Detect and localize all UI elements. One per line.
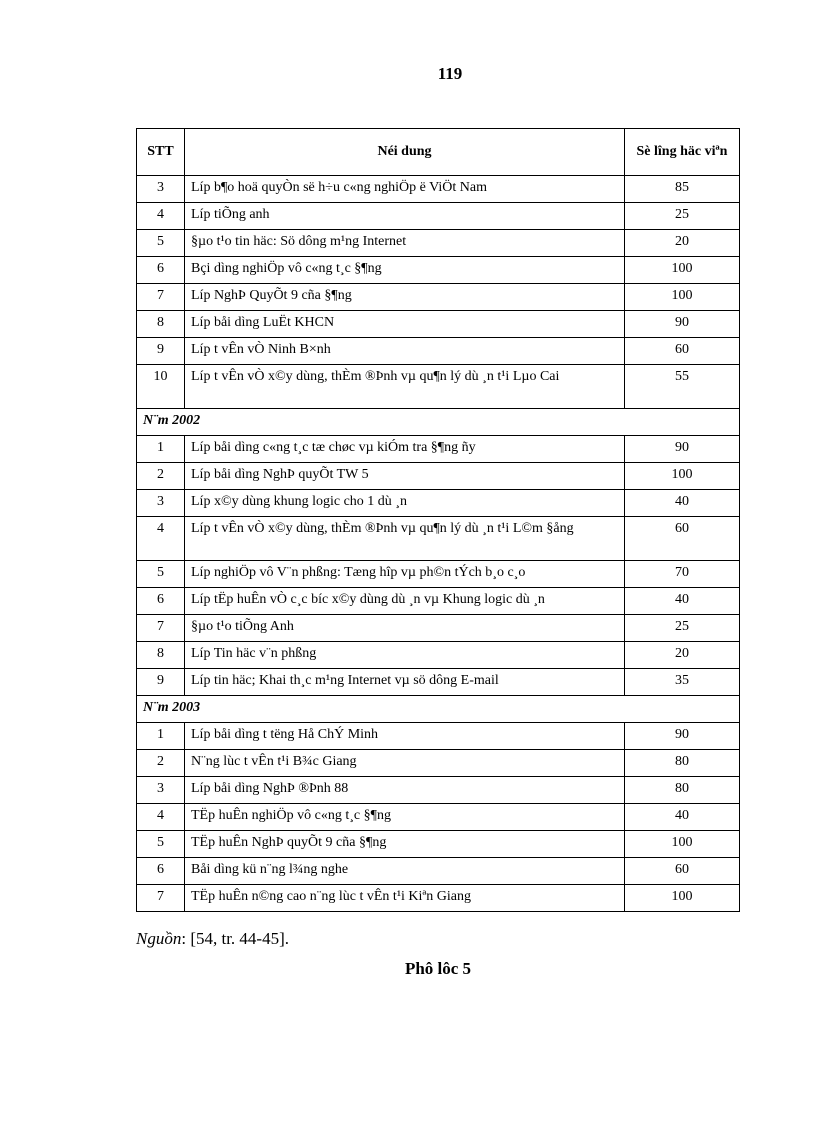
- table-row: [137, 669, 740, 696]
- content-cell: Líp båi dìng c«ng t¸c tæ chøc vµ kiÓm tra §¶ng ñy: [185, 436, 625, 463]
- header-stt: STT: [137, 129, 185, 176]
- header-count: Sè lîng häc viªn: [625, 129, 740, 176]
- count-cell: 90: [625, 436, 740, 463]
- content-cell: Bçi dìng nghiÖp vô c«ng t¸c §¶ng: [185, 257, 625, 284]
- table-row: [137, 490, 740, 517]
- count-cell: 25: [625, 203, 740, 230]
- table-row: [137, 642, 740, 669]
- table-header-row: [137, 129, 740, 176]
- stt-cell: 8: [137, 642, 185, 669]
- content-cell: Líp tin häc; Khai th¸c m¹ng Internet vµ sö dông E-mail: [185, 669, 625, 696]
- content-cell: Líp tËp huÊn vÒ c¸c bíc x©y dùng dù ¸n vµ Khung logic dù ¸n: [185, 588, 625, 615]
- table-body: [137, 176, 740, 912]
- stt-cell: 10: [137, 365, 185, 409]
- year-row: [137, 696, 740, 723]
- content-cell: TËp huÊn NghÞ quyÕt 9 cña §¶ng: [185, 831, 625, 858]
- table-row: [137, 561, 740, 588]
- content-cell: N¨ng lùc t vÊn t¹i B¾c Giang: [185, 750, 625, 777]
- page-number: 119: [437, 64, 463, 83]
- table-row: [137, 750, 740, 777]
- stt-cell: 7: [137, 284, 185, 311]
- stt-cell: 9: [137, 338, 185, 365]
- content-cell: TËp huÊn n©ng cao n¨ng lùc t vÊn t¹i Kiªn Giang: [185, 885, 625, 912]
- table-row: [137, 203, 740, 230]
- table-row: [137, 311, 740, 338]
- count-cell: 90: [625, 723, 740, 750]
- table-row: [137, 338, 740, 365]
- count-cell: 40: [625, 490, 740, 517]
- content-cell: Líp båi dìng LuËt KHCN: [185, 311, 625, 338]
- count-cell: 40: [625, 588, 740, 615]
- source-text: : [54, tr. 44-45].: [181, 929, 289, 948]
- count-cell: 100: [625, 463, 740, 490]
- table-row: [137, 777, 740, 804]
- count-cell: 100: [625, 284, 740, 311]
- header-content: Néi dung: [185, 129, 625, 176]
- table-row: [137, 804, 740, 831]
- count-cell: 100: [625, 831, 740, 858]
- count-cell: 60: [625, 858, 740, 885]
- source-note: [136, 929, 289, 949]
- stt-cell: 5: [137, 831, 185, 858]
- count-cell: 80: [625, 750, 740, 777]
- count-cell: 20: [625, 230, 740, 257]
- content-cell: Líp b¶o hoä quyÒn së h÷u c«ng nghiÖp ë ViÖt Nam: [185, 176, 625, 203]
- year-row: [137, 409, 740, 436]
- table-row: [137, 284, 740, 311]
- appendix-title: Phô lôc 5: [404, 959, 472, 978]
- stt-cell: 7: [137, 615, 185, 642]
- table-row: [137, 588, 740, 615]
- content-cell: TËp huÊn nghiÖp vô c«ng t¸c §¶ng: [185, 804, 625, 831]
- table-row: [137, 436, 740, 463]
- content-cell: Líp t vÊn vÒ x©y dùng, thÈm ®Þnh vµ qu¶n lý dù ¸n t¹i L©m §ång: [185, 517, 625, 561]
- stt-cell: 4: [137, 804, 185, 831]
- content-cell: Líp NghÞ QuyÕt 9 cña §¶ng: [185, 284, 625, 311]
- content-cell: Líp båi dìng NghÞ quyÕt TW 5: [185, 463, 625, 490]
- count-cell: 100: [625, 257, 740, 284]
- count-cell: 80: [625, 777, 740, 804]
- count-cell: 20: [625, 642, 740, 669]
- content-cell: Líp båi dìng NghÞ ®Þnh 88: [185, 777, 625, 804]
- table-row: [137, 463, 740, 490]
- stt-cell: 3: [137, 176, 185, 203]
- count-cell: 35: [625, 669, 740, 696]
- count-cell: 90: [625, 311, 740, 338]
- content-cell: Líp tiÕng anh: [185, 203, 625, 230]
- stt-cell: 8: [137, 311, 185, 338]
- stt-cell: 9: [137, 669, 185, 696]
- table-row: [137, 858, 740, 885]
- content-cell: Líp t vÊn vÒ x©y dùng, thÈm ®Þnh vµ qu¶n lý dù ¸n t¹i Lµo Cai: [185, 365, 625, 409]
- count-cell: 85: [625, 176, 740, 203]
- table-row: [137, 885, 740, 912]
- content-cell: Líp båi dìng t tëng Hå ChÝ Minh: [185, 723, 625, 750]
- year-2003-heading: N¨m 2003: [137, 696, 740, 723]
- content-cell: Båi dìng kü n¨ng l¾ng nghe: [185, 858, 625, 885]
- stt-cell: 6: [137, 588, 185, 615]
- stt-cell: 1: [137, 436, 185, 463]
- content-cell: Líp nghiÖp vô V¨n phßng: Tæng hîp vµ ph©n tÝch b¸o c¸o: [185, 561, 625, 588]
- count-cell: 40: [625, 804, 740, 831]
- stt-cell: 3: [137, 490, 185, 517]
- table-row: [137, 615, 740, 642]
- content-cell: Líp t vÊn vÒ Ninh B×nh: [185, 338, 625, 365]
- table-row: [137, 723, 740, 750]
- table-row: [137, 831, 740, 858]
- stt-cell: 7: [137, 885, 185, 912]
- stt-cell: 1: [137, 723, 185, 750]
- count-cell: 25: [625, 615, 740, 642]
- table-row: [137, 230, 740, 257]
- year-2002-heading: N¨m 2002: [137, 409, 740, 436]
- table-row: [137, 176, 740, 203]
- stt-cell: 4: [137, 203, 185, 230]
- source-label: Nguồn: [136, 929, 182, 948]
- content-cell: §µo t¹o tiÕng Anh: [185, 615, 625, 642]
- stt-cell: 2: [137, 750, 185, 777]
- stt-cell: 6: [137, 858, 185, 885]
- stt-cell: 5: [137, 561, 185, 588]
- stt-cell: 2: [137, 463, 185, 490]
- content-cell: §µo t¹o tin häc: Sö dông m¹ng Internet: [185, 230, 625, 257]
- stt-cell: 4: [137, 517, 185, 561]
- content-cell: Líp x©y dùng khung logic cho 1 dù ¸n: [185, 490, 625, 517]
- stt-cell: 3: [137, 777, 185, 804]
- count-cell: 55: [625, 365, 740, 409]
- table-row: [137, 517, 740, 561]
- content-cell: Líp Tin häc v¨n phßng: [185, 642, 625, 669]
- count-cell: 100: [625, 885, 740, 912]
- count-cell: 60: [625, 338, 740, 365]
- training-table: [136, 128, 740, 912]
- stt-cell: 6: [137, 257, 185, 284]
- stt-cell: 5: [137, 230, 185, 257]
- table-row: [137, 257, 740, 284]
- count-cell: 70: [625, 561, 740, 588]
- table-row: [137, 365, 740, 409]
- count-cell: 60: [625, 517, 740, 561]
